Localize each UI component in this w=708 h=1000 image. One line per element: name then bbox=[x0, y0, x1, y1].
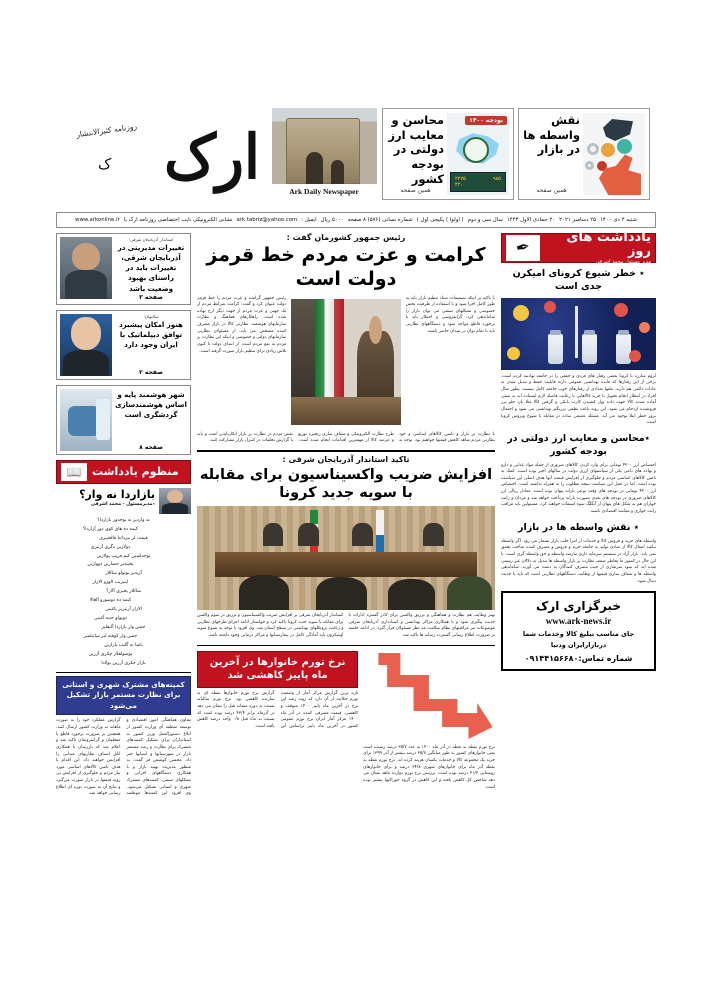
poem-line: یوشولقلار چکری آزرین bbox=[88, 652, 133, 657]
poem-block bbox=[56, 488, 191, 669]
side-brief-governor[interactable] bbox=[56, 233, 191, 305]
poem-line: نه واردیر نه بوخدور بازاردا؟ bbox=[97, 517, 150, 523]
poem-body bbox=[56, 517, 191, 669]
budget-value-1: ۲۲۷۵ bbox=[455, 176, 466, 182]
budget-value-3: ۴۲۰ bbox=[455, 182, 464, 188]
poem-line: الازار آرتیریر یاغینی bbox=[105, 607, 142, 613]
logo-wordmark: ارک bbox=[163, 121, 260, 194]
vaccine-vials-covid-image bbox=[501, 298, 656, 370]
promo-box-budget[interactable] bbox=[382, 108, 514, 200]
president-press-conference-photo bbox=[291, 299, 400, 425]
promo-page-note: همین صفحه bbox=[536, 187, 567, 195]
committee-body: معاون هماهنگی امور اقتصادی و توسعه منطقه ای وزارت کشور از ابلاغ دستورالعمل وزیر کشور به استانداران برای تشکیل کمیته‌های مشترک برای نظارت و رصد مستمر بازار در شهرستانها و استانها خبر داد. محسن کوشش فر گفت: به منظور مدیریت بهینه بازار و با همکاری دستگاههای اجرایی و تشکلهای صنفی، کمیته‌های مشترک شهری و استانی تشکیل می‌شود. وی افزود این کمیته‌ها موظفند گزارش عملکرد خود را به صورت ماهانه به وزارت کشور ارسال کنند. همچنین بر ضرورت برخورد قاطع با متخلفان و گرانفروشان تاکید شد و اعلام شد که بازرسان با همکاری اتاق اصناف نظارتهای میدانی را افزایش خواهند داد. این اقدام با هدف تامین کالاهای اساسی مورد نیاز مردم و جلوگیری از افزایش بی رویه قیمتها در بازار صورت می‌گیرد و نتایج آن به صورت دوره ای اطلاع رسانی خواهد شد. bbox=[56, 718, 191, 797]
side-brief-smart-city[interactable] bbox=[56, 385, 191, 455]
tower-image bbox=[272, 108, 377, 184]
side-page-ref: صفحه ۸ bbox=[139, 443, 163, 451]
page-body bbox=[56, 229, 656, 915]
jake-sullivan-portrait-thumb bbox=[60, 314, 112, 376]
lead-headline[interactable]: کرامت و عزت مردم خط قرمز دولت است bbox=[206, 244, 486, 290]
issue-date-gregorian: ۲۵ دسامبر ۲۰۲۱ bbox=[559, 217, 597, 223]
email-label: ایمیل : bbox=[301, 217, 317, 223]
smart-city-lab-thumb bbox=[60, 389, 112, 451]
article-body-omicron: لزوم مبارزه با کرونا بعضی رفتار های فردی و جمعی را در جامعه نهادینه کرده است. برخی از این رفتارها که فایده بهداشتی عمومی دارند قابلیت حفظ و تبدیل شدن به عادات دائمی هم دارند. ملتها تعدادی از رفتارهای خوب جامعه کامل نیستند. بطور مثال افراد در انتظار انجام تحویل با خرید کالاهایی با رعایت فاصله لازم ایستاده اند به صفی آماده شدند کالا جهت داده پول کشیدن کارت بانکی و گرفتن کالا مثلا بان جلو برز فروشنده ازدحام می شود. این روند باعث نظمی پررنگتر بهداشتی می شود و احتمال بروز خطر ابتلا توجود می آید. مسئله عمیمی ساده در مقابله با شیوع ویروس کرونا است. bbox=[501, 373, 656, 426]
founder-note: ( اولوا ) پکیجی اول ) bbox=[416, 217, 464, 223]
poem-byline: ٭مدیرمسئول - محمد اشرفی bbox=[90, 501, 155, 507]
second-body-right: استاندار آذربایجان شرقی بر افزایش ضریب واکسیناسیون و تزریق دز سوم واکسن برای مقابله با سویه جدید کرونا تاکید کرد و خواستار ادامه اجرای طرحهای نظارتی و رعایت پروتکلهای بهداشتی در سطح استان شد. وی افزود با توجه به شیوع سویه اومیکرون باید آمادگی کامل در بیمارستانها و مراکز درمانی وجود داشته باشد. bbox=[197, 613, 344, 639]
budget-chart-image bbox=[447, 113, 509, 195]
poem-line: دولازین دگری آرتیری bbox=[90, 544, 131, 550]
tower-caption: Ark Daily Newspaper bbox=[289, 187, 359, 196]
poem-line: جنس وار کوفته لیر ساتیلمیر bbox=[83, 634, 138, 640]
yaddasht-byline: مدیر مسئول محمد اشرفی bbox=[595, 259, 651, 266]
side-eyebrow: سالیوان: bbox=[143, 313, 159, 319]
contact-email[interactable]: ark.tabriz@yahoo.com bbox=[236, 217, 298, 223]
side-page-ref: صفحه ۳ bbox=[139, 293, 163, 301]
poem-line: یخیبدیر حضارین دووازین bbox=[87, 562, 134, 568]
side-page-ref: صفحه ۲ bbox=[139, 368, 163, 376]
promo-page-note: همین صفحه bbox=[400, 187, 431, 195]
promo-title: نقش واسطه ها در بازار bbox=[523, 113, 580, 157]
promo-title: محاسن و معایب ارز دولتی در بودجه کشور bbox=[388, 113, 444, 186]
article-title-currency[interactable]: ٭محاسن و معایب ارز دولتی در بودجه کشور bbox=[507, 432, 650, 457]
yaddasht-title: یادداشت های روز bbox=[566, 229, 651, 259]
inflation-body-bottom: نرخ تورم نقطه به نقطه در آذر ماه ۱۴۰۰ به عدد ۳۵/۷ درصد رسیده است یعنی خانوارهای کشور به طور میانگین ۳۵/۷ درصد بیشتر از آذر ۱۳۹۹ برای خرید یک مجموعه کالا و خدمات یکسان هزینه کرده اند. نرخ تورم نقطه به نقطه آذر ماه برای خانوارهای شهری ۳۴/۸ درصد و برای خانوارهای روستایی ۴۱/۳ درصد بوده است. بررسی نرخ تورم دوازده ماهه نشان می دهد شاخص کل کاهش یافته و این کاهش در گروه خوراکیها بیشتر بوده است. bbox=[363, 744, 496, 790]
ark-tower-photo bbox=[270, 108, 378, 200]
lead-kicker: رئیس جمهور کشورمان گفت : bbox=[286, 233, 406, 242]
article-title-omicron[interactable]: ٭ خطر شیوع کرونای امیکرن جدی است bbox=[512, 268, 645, 292]
poem-line: آزیدیر بوتولو ساللار bbox=[105, 571, 142, 577]
inflation-headline[interactable]: نرخ تورم خانوارها در آخرین ماه پاییز کاهشی شد bbox=[197, 651, 358, 688]
budget-value-2: ۹۸۵ bbox=[492, 176, 501, 182]
issue-number: شماره نسانی (۵۷۶) ۸ صفحه bbox=[347, 217, 413, 223]
ad-website-url[interactable]: www.ark-news.ir bbox=[545, 616, 612, 627]
issue-date-solar: شنبه ۴ دی ۱۴۰۰ bbox=[600, 217, 637, 223]
issue-price: ۵۰۰۰ ریال bbox=[320, 217, 344, 223]
newspaper-sheet bbox=[56, 108, 656, 918]
poem-line: بازار جکری آزرین یولادا bbox=[101, 660, 146, 666]
inflation-body-top: تازه ترین گزارش مرکز آمار از وضعیت تورم حکایت از آن دارد که روند رشد این نرخ در آخرین ماه پاییز ۱۴۰۰ متوقف و کاهشی. قیمت مصرفی کننده در آذر ماه ۱۴۰۰ مرکز آمار ایران نرخ تورم عمومی کشور در آخرین ماه پاییز براساس این گزارش نرخ تورم خانوارها نقطه ای به سازنده کاهشی بود. نرخ تورم سالیانه نسبت به دوره مشابه قبل را نشان می دهد در آذرماه برابر ۴۳/۴ درصد بوده است که نسبت به ماه قبل ۰/۸ واحد درصد کاهش یافته است. bbox=[197, 690, 359, 729]
feather-pen-icon: ✒ bbox=[506, 235, 540, 261]
committee-headline[interactable]: کمیته‌های مشترک شهری و استانی برای نظارت مستمر بازار تشکیل می‌شود bbox=[56, 676, 191, 715]
author-portrait bbox=[159, 488, 191, 514]
left-column bbox=[56, 233, 191, 915]
open-book-icon: 📖 bbox=[61, 463, 87, 481]
budget-tag-label: بودجه ۱۴۰۰ bbox=[465, 116, 507, 125]
lead-body-left: با تاکید بر اینکه تصمیمات ستاد تنظیم بازار باید به طور کامل اجرا شود و با استفاده از ظرفیت بخش خصوصی و تشکلهای صنفی می توان بازار را ساماندهی کرد. گرانفروشی و احتکار باید با برخورد قاطع مواجه شود و دستگاههای نظارتی باید با تمام توان در میدان حاضر باشند. bbox=[405, 295, 495, 334]
issue-date-hijri: ۲۰ جمادی الاول ۱۴۴۳ bbox=[506, 217, 556, 223]
network-hand-image bbox=[583, 113, 645, 195]
provincial-meeting-photo bbox=[197, 506, 495, 610]
poem-line: ایتیریب الوزو الازار bbox=[92, 580, 129, 586]
ad-phone-number: شماره تماس:۰۹۱۴۴۱۵۶۶۸۰ bbox=[524, 654, 633, 664]
logo-tagline: روزنامه کثیرالانتشار bbox=[75, 121, 138, 140]
poem-line: کیمه ده های کوی دور آزاردا؟ bbox=[82, 526, 139, 532]
promo-box-middlemen[interactable] bbox=[518, 108, 650, 200]
masthead-info-bar bbox=[56, 212, 656, 228]
yaddasht-section-header bbox=[501, 229, 656, 266]
poem-line: کیمه ده دوشورو آلغالا bbox=[89, 598, 132, 604]
side-brief-sullivan[interactable] bbox=[56, 310, 191, 380]
ad-line-1: جای مناسب تبلیغ کالا وخدمات شما bbox=[522, 630, 635, 639]
publication-year: سال سی و دوم bbox=[467, 217, 503, 223]
poem-line: توخداسین کیم قریب بولازین bbox=[96, 553, 151, 559]
side-title: هنوز امکان پیشبرد توافق دیپلماتیک با ایران وجود دارد bbox=[119, 320, 183, 349]
poem-line: باشا نه گلیب بازارین bbox=[104, 643, 143, 649]
article-body-middlemen: واسطه های خرید و فروش کالا و خدمات از امرا جلب بازار بشمار می رود. اگر واسطه نباشد انتقال کالا از صادی تولید به جامعه خرید و فروش و مصرف کننده صاحب تحقق نمی یابد. بازار آزاد در سیستم سرمایه داری نیازمند واسطه و حق واسطه گری است. با این حال در کشور ما بخاطر ضعف نظارت بر بازار واسطه ها تبدیل به دلالان غیر رسمی شده اند که سود سرشاری از جیب مصرف کنندگان به دست می آورند. ساماندهی واسطه ها و شفاف سازی قیمتها از وظایف دستگاههای نظارتی است که باید با جدیت دنبال شود. bbox=[501, 538, 656, 584]
site-description: نشانی الکترونیکی نایب اختصاصی روزنامه ارک با bbox=[123, 217, 233, 223]
ad-title: خبرگزاری ارک bbox=[536, 599, 621, 614]
ad-line-2: دربازارایران ودنیا bbox=[550, 641, 607, 650]
article-body-currency: اختصاص ارز ۴۲۰۰ تومانی برای وارد کردن کالاهای ضروری از جمله مواد غذایی و دارو و نهاده های دامی یکی از سیاستهای ارزی دولت در سالهای اخیر بوده است. کمک به تامین کالاهای اساسی مردم و جلوگیری از افزایش قیمت آنها هدف اصلی این سیاست بوده است. اما در عمل این سیاست نتیجه مطلوب را به همراه نداشته است. اختصاص ارز ۴۲۰۰ تومانی در بودجه های وقت نوعی یارانه پنهان بوده است. معادل ریالی ارز کالاهای ضروری در بودجه های بعدی بصورت یارانه پرداخت خواهد شد و مزدان و رانت خواران هم به شکل های پنهان از آنگلگ سوء استفاده خواهند کرد. مستولین باید مراقب رانت خواری و مفاسد اقتصادی باشند. bbox=[501, 462, 656, 515]
lead-body-right: رئیس جمهور گرامت و عزت مردم را خط قرمز دولت عنوان کرد و گفت: کرامت شرایط مردم از یک جهتی و عزت مردم از جهت دیگر ارج نهاده شده است. راهکارهای هماهنگ و نظارت سازمانهای هوشمند، نظارتی کالا در بازار مصرف کننده مشخص می باید. از مسئولان نظارتی سازمانهای دولتی و خصوصی و اینکه این نظارت بر مردم به نفع مردم است. از ابتدای دولت تا کنون تلاش زیادی برای تنظیم بازار صورت گرفته است. bbox=[197, 295, 287, 354]
poem-line: جنس وار بازاردا آلیقلیر bbox=[101, 625, 146, 631]
center-column bbox=[197, 233, 495, 915]
manzum-title: منظوم یادداشت bbox=[92, 465, 179, 479]
poem-line: دویولو جبنه آغینی bbox=[94, 616, 127, 622]
declining-arrow-chart bbox=[363, 651, 495, 743]
second-body-left: بهتر وظایف هم نظارت و هماهنگی و تزریق واکسن برای کادر گستره ادارات با جدیت پیگیری شود و با همکاری مراکز بهداشتی و استانداری آذربایجان شرقی موضوعات نیز مراقبتهای نظام سلامت مد نظر مسئولان قرار گیرد. در ادامه جلسه بر ضرورت اطلاع رسانی گسترده رسانه ها تاکید شد. bbox=[348, 613, 495, 639]
side-eyebrow: استاندار آذربایجان شرقی: bbox=[128, 237, 174, 242]
right-column bbox=[501, 229, 656, 915]
website-url[interactable]: www.arkonline.ir bbox=[75, 217, 120, 223]
manzum-section-header bbox=[56, 460, 191, 484]
ark-news-agency-ad[interactable] bbox=[501, 591, 656, 671]
poem-title: بازاردا نه وار؟ bbox=[79, 487, 155, 501]
second-kicker: تاکید استاندار آذربایجان شرقی : bbox=[282, 454, 410, 464]
masthead bbox=[56, 108, 656, 208]
poem-line: ساللار یخیری آلار؟ bbox=[106, 589, 141, 595]
governor-portrait-thumb bbox=[60, 237, 112, 299]
logo-letter: ک bbox=[98, 155, 112, 173]
side-title: تغییرات مدیریتی در آذربایجان شرقی، تغییرات باید در راستای بهبود وضعیت باشد bbox=[117, 244, 185, 293]
lead-body-continued: با نظارت بر بازار و تامین کالاهای اساسی و خود نظارتی مردم شاهد کاهش قیمتها خواهیم بود. توجه به طرح نظارت الکترونیکی و شفاف سازی زنجیره توزیع و عرضه کالا از مهمترین اقدامات انجام شده است. نقش مردم در نظارت بر بازار انکارناپذیر است و باید با گزارش تخلفات در کنترل بازار مشارکت کنند. bbox=[197, 431, 495, 444]
article-title-middlemen[interactable]: ٭ نقش واسطه ها در بازار bbox=[518, 521, 639, 533]
second-headline[interactable]: افزایش ضریب واکسیناسیون برای مقابله با سویه جدید کرونا bbox=[199, 466, 493, 501]
side-title: شهر هوشمند پایه و اساس هوشمندسازی گردشگری است bbox=[115, 390, 187, 419]
poem-line: قیمت لر بیرداننا قالخیبری bbox=[99, 535, 148, 541]
newspaper-logo bbox=[56, 108, 266, 208]
